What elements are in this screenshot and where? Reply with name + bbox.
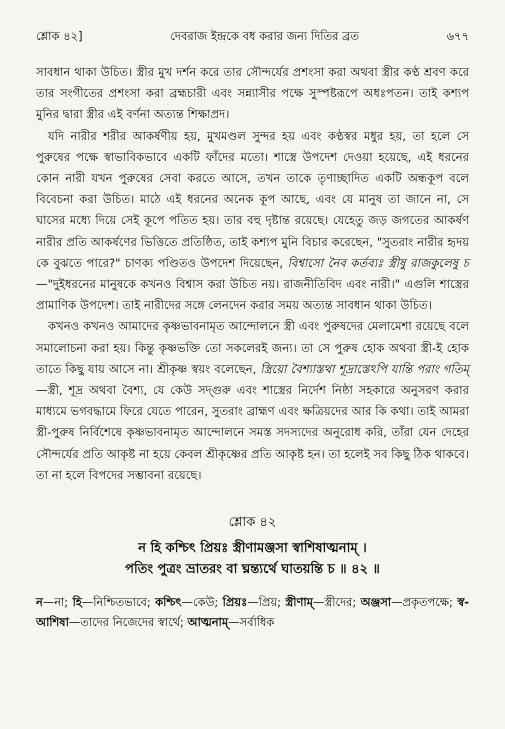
verse-line-2: পতিং পুত্রং ভ্রাতরং বা ঘ্নন্ত্যর্থে ঘাতয়ন্তি চ ॥ ৪২ ॥ bbox=[125, 562, 380, 578]
running-header bbox=[36, 28, 469, 44]
verse-line-1: ন হি কশ্চিৎ প্রিয়ঃ স্ত্রীণামঞ্জসা স্বাশিষাত্মনাম্ । bbox=[138, 541, 367, 557]
paragraph-1 bbox=[36, 62, 469, 126]
synonym-word: প্রিয়ঃ bbox=[222, 595, 248, 610]
purport-text bbox=[36, 62, 469, 486]
text-segment: —"দুইধরনের মানুষকে কখনও বিশ্বাস করা উচিত নয়। রাজনীতিবিদ এবং নারী।" এগুলি শাস্ত্রের প্রামাণিক উপদেশ। তাই নারীদের সঙ্গে লেনদেন করার সময় অত্যন্ত সাবধান থাকা উচিত। bbox=[36, 277, 469, 313]
synonym-meaning: —স্ত্রীদের; bbox=[313, 595, 361, 610]
synonym-word: স্ত্রীণাম্ bbox=[285, 595, 314, 610]
synonym-word: ন bbox=[36, 595, 43, 610]
synonym-word: অঞ্জসা bbox=[360, 595, 392, 610]
sanskrit-quote: স্ত্রিয়ো বৈশ্যাস্তথা শূদ্রাস্তেঽপি যান্তি পরাং গতিম্ bbox=[260, 361, 469, 376]
verse-sanskrit bbox=[36, 538, 469, 580]
synonym-word: কশ্চিৎ bbox=[155, 595, 182, 610]
text-segment: যদি নারীর শরীর আকর্ষণীয় হয়, মুখমণ্ডল সুন্দর হয় এবং কণ্ঠস্বর মধুর হয়, তা হলে সে পুরুষের পক্ষে স্বাভাবিকভাবে একটি ফাঁদের মতো। শাস্ত্রে উপদেশ দেওয়া হয়েছে, এই ধরনের কোন নারী যখন পুরুষের সেবা করতে আসে, তখন তাকে তৃণাচ্ছাদিত একটি অন্ধকূপ বলে বিবেচনা করা উচিত। মাঠে এই ধরনের অনেক কূপ আছে, এবং যে মানুষ তা জানে না, সে ঘাসের মধ্যে দিয়ে সেই কূপে পতিত হয়। তার বহু দৃষ্টান্ত রয়েছে। যেহেতু জড় জগতের আকর্ষণ নারীর প্রতি আকর্ষণের ভিত্তিতে প্রতিষ্ঠিত, তাই কশ্যপ মুনি বিচার করেছেন, "সুতরাং নারীর হৃদয় কে বুঝতে পারে?" চাণক্য পণ্ডিতও উপদেশ দিয়েছেন, bbox=[36, 128, 469, 270]
synonym-meaning: —নিশ্চিতভাবে; bbox=[81, 595, 156, 610]
verse-heading: শ্লোক ৪২ bbox=[228, 515, 277, 531]
text-segment: কখনও কখনও আমাদের কৃষ্ণভাবনামৃত আন্দোলনে স্ত্রী এবং পুরুষদের মেলামেশা রয়েছে বলে সমালোচনা করা হয়। কিন্তু কৃষ্ণভক্তি তো সকলেরই জন্য। তা সে পুরুষ হোক অথবা স্ত্রী-ই হোক তাতে কিছু যায় আসে না। শ্রীকৃষ্ণ স্বয়ং বলেছেন, bbox=[36, 319, 469, 376]
page-number: ৬৭৭ bbox=[446, 29, 469, 43]
synonym-meaning: —প্রিয়; bbox=[247, 595, 286, 610]
header-chapter-title: দেবরাজ ইন্দ্রকে বধ করার জন্য দিতির ব্রত bbox=[170, 29, 359, 43]
synonym-word: স্ব-আশিষা bbox=[36, 595, 469, 630]
paragraph-3 bbox=[36, 316, 469, 486]
text-segment: সাবধান থাকা উচিত। স্ত্রীর মুখ দর্শন করে তার সৌন্দর্যের প্রশংসা করা অথবা স্ত্রীর কণ্ঠ শ্রবণ করে তার সংগীতের প্রশংসা করা ব্রহ্মচারী এবং সন্ন্যাসীর পক্ষে সুস্পষ্টরূপে অধঃপতন। তাই কশ্যপ মুনির দ্বারা স্ত্রীর এই বর্ণনা অত্যন্ত শিক্ষাপ্রদ। bbox=[36, 65, 469, 122]
synonym-meaning: —সর্বাধিক bbox=[228, 615, 275, 630]
synonym-meaning: —না; bbox=[42, 595, 73, 610]
paragraph-2 bbox=[36, 126, 469, 317]
synonym-word: আত্মনাম্ bbox=[187, 615, 229, 630]
synonym-word: হি bbox=[72, 595, 82, 610]
synonym-meaning: —কেউ; bbox=[181, 595, 223, 610]
synonym-meaning: —প্রকৃতপক্ষে; bbox=[391, 595, 458, 610]
text-segment: —স্ত্রী, শূদ্র অথবা বৈশ্য, যে কেউ সদ্গুরু এবং শাস্ত্রের নির্দেশ নিষ্ঠা সহকারে অনুসরণ করার মাধ্যমে ভগবদ্ধামে ফিরে যেতে পারেন, সুতরাং ব্রাহ্মণ এবং ক্ষত্রিয়দের আর কি কথা। তাই আমরা স্ত্রী-পুরুষ নির্বিশেষে কৃষ্ণভাবনামৃত আন্দোলনে সমস্ত সদস্যদের অনুরোধ করি, তাঁরা যেন দেহের সৌন্দর্যের প্রতি আকৃষ্ট না হয়ে কেবল শ্রীকৃষ্ণের প্রতি আকৃষ্ট হন। তা হলেই সব কিছু ঠিক থাকবে। তা না হলে বিপদের সম্ভাবনা রয়েছে। bbox=[36, 383, 469, 482]
word-meanings bbox=[36, 592, 469, 632]
synonym-meaning: —তাদের নিজেদের স্বার্থে; bbox=[68, 615, 188, 630]
header-verse-ref: শ্লোক ৪২] bbox=[36, 29, 83, 43]
sanskrit-quote: বিশ্বাসো নৈব কর্তব্যঃ স্ত্রীষু রাজকুলেষু চ bbox=[287, 255, 470, 270]
